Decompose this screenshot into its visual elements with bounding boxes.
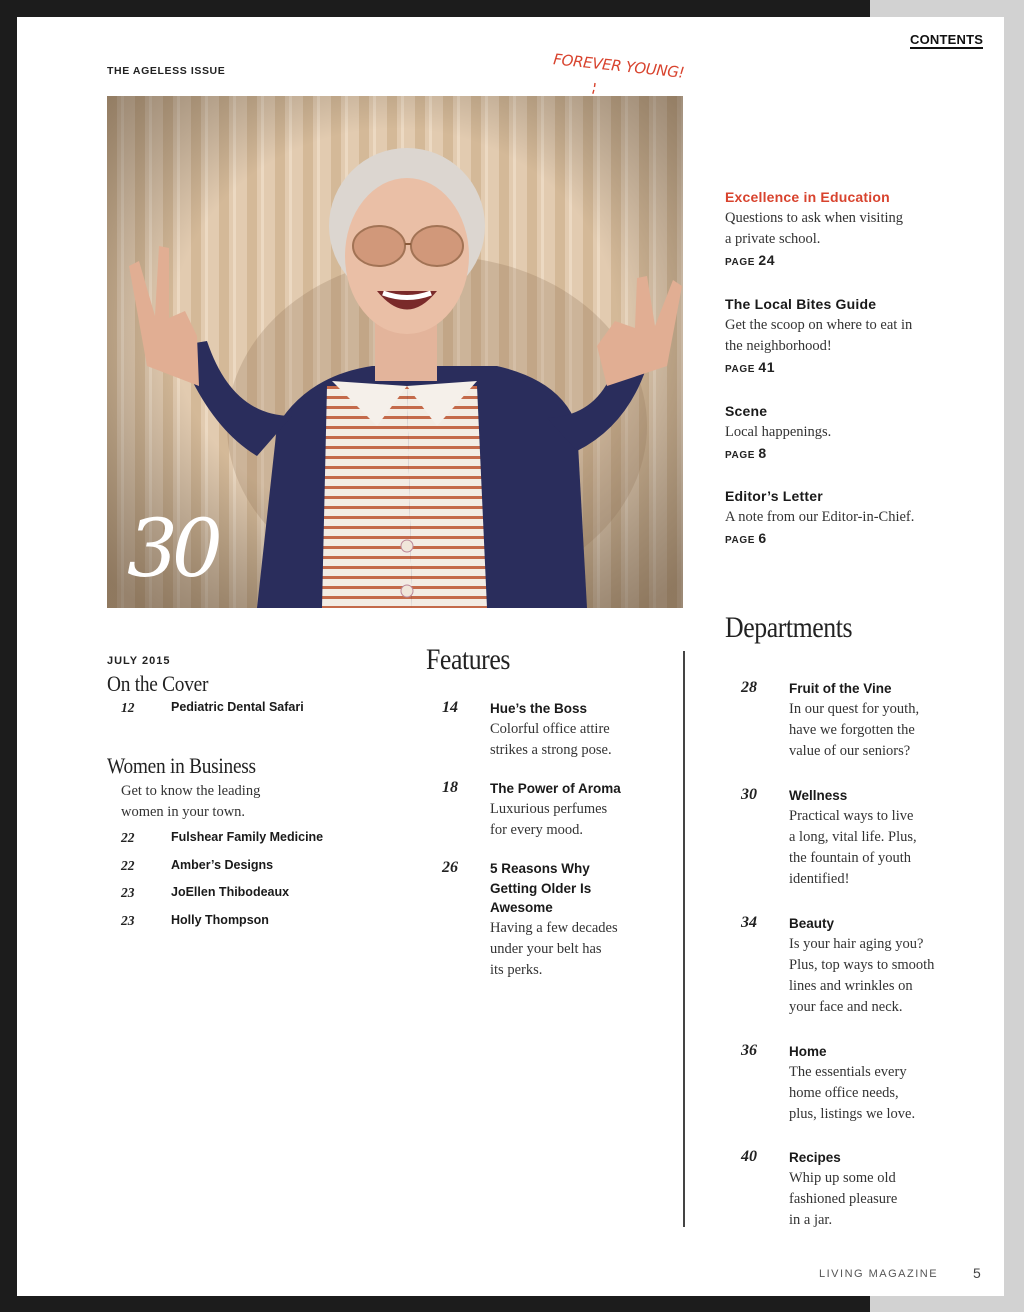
item-desc: In our quest for youth, — [789, 700, 920, 717]
item-title: Awesome — [490, 900, 553, 915]
page-prefix: PAGE — [725, 535, 755, 546]
item-title: Wellness — [789, 788, 848, 803]
highlight-editors-letter[interactable] — [725, 488, 965, 546]
wib-desc: Get to know the leading — [121, 783, 261, 799]
department-item[interactable] — [725, 679, 965, 762]
highlight-desc: the neighborhood! — [725, 338, 832, 354]
item-desc: for every mood. — [490, 821, 584, 838]
wib-item[interactable] — [107, 885, 407, 905]
item-desc: home office needs, — [789, 1084, 899, 1101]
item-desc: fashioned pleasure — [789, 1190, 898, 1207]
item-page-number: 36 — [741, 1042, 757, 1059]
page-number: 8 — [758, 445, 767, 461]
highlight-page — [725, 530, 965, 546]
page-number: 41 — [758, 359, 776, 375]
item-desc: have we forgotten the — [789, 721, 915, 738]
item-title: Recipes — [789, 1150, 841, 1165]
item-desc: under your belt has — [490, 940, 602, 957]
item-page-number: 34 — [741, 914, 757, 931]
item-title: Holly Thompson — [171, 913, 269, 927]
page-prefix: PAGE — [725, 257, 755, 268]
wib-item[interactable] — [107, 830, 407, 850]
item-title: Fulshear Family Medicine — [171, 830, 324, 844]
highlight-title: The Local Bites Guide — [725, 296, 877, 312]
departments-heading: Departments — [725, 611, 853, 644]
item-page-number: 30 — [741, 786, 757, 803]
item-page-number: 14 — [442, 699, 458, 716]
highlight-desc: a private school. — [725, 231, 821, 247]
item-title: Getting Older Is — [490, 880, 592, 896]
department-item[interactable] — [725, 1148, 965, 1231]
highlight-page — [725, 252, 965, 268]
item-desc: lines and wrinkles on — [789, 977, 913, 994]
women-in-business-heading: Women in Business — [107, 753, 256, 778]
item-desc: its perks. — [490, 961, 543, 978]
wib-item[interactable] — [107, 858, 407, 878]
item-desc: the fountain of youth — [789, 849, 912, 866]
cover-photo — [107, 96, 683, 608]
highlight-page — [725, 445, 965, 461]
item-title: Fruit of the Vine — [789, 681, 892, 696]
issue-date: JULY 2015 — [107, 655, 171, 667]
item-title: JoEllen Thibodeaux — [171, 885, 290, 899]
item-page-number: 28 — [741, 679, 757, 696]
footer-magazine-name: LIVING MAGAZINE — [819, 1268, 939, 1280]
item-desc: The essentials every — [789, 1063, 907, 1080]
item-title: Beauty — [789, 916, 835, 931]
item-desc: value of our seniors? — [789, 742, 911, 759]
highlight-title: Editor’s Letter — [725, 488, 823, 504]
wib-desc: women in your town. — [121, 804, 246, 820]
features-heading: Features — [426, 643, 510, 676]
item-page-number: 26 — [442, 859, 458, 876]
highlight-desc: Questions to ask when visiting — [725, 210, 904, 226]
feature-item[interactable] — [426, 699, 666, 761]
highlight-local-bites[interactable] — [725, 296, 965, 375]
department-item[interactable] — [725, 786, 965, 890]
department-item[interactable] — [725, 1042, 965, 1125]
item-title: Amber’s Designs — [171, 858, 274, 872]
item-desc: strikes a strong pose. — [490, 741, 612, 758]
feature-item[interactable] — [426, 779, 666, 841]
item-page-number: 23 — [121, 885, 135, 900]
on-the-cover-heading: On the Cover — [107, 671, 209, 696]
highlight-desc: Get the scoop on where to eat in — [725, 317, 913, 333]
item-desc: your face and neck. — [789, 998, 903, 1015]
page-number: 6 — [758, 530, 767, 546]
page-prefix: PAGE — [725, 450, 755, 461]
magazine-page — [17, 17, 1004, 1296]
item-desc: Whip up some old — [789, 1169, 896, 1186]
item-desc: in a jar. — [789, 1211, 833, 1228]
highlight-excellence[interactable] — [725, 189, 965, 268]
item-title: Hue’s the Boss — [490, 701, 588, 716]
highlight-scene[interactable] — [725, 403, 965, 461]
wib-item[interactable] — [107, 913, 407, 933]
item-desc: Colorful office attire — [490, 720, 610, 737]
footer-page-number: 5 — [973, 1265, 981, 1281]
item-page-number: 22 — [121, 830, 135, 845]
item-page-number: 40 — [741, 1148, 757, 1165]
highlight-title: Excellence in Education — [725, 189, 890, 205]
feature-item[interactable] — [426, 859, 666, 981]
item-page-number: 12 — [121, 700, 135, 715]
item-desc: Having a few decades — [490, 919, 618, 936]
item-page-number: 22 — [121, 858, 135, 873]
item-desc: plus, listings we love. — [789, 1105, 916, 1122]
item-title: Pediatric Dental Safari — [171, 700, 304, 714]
item-page-number: 18 — [442, 779, 458, 796]
page-number: 24 — [758, 252, 776, 268]
forever-young-annotation: FOREVER YOUNG! — [552, 50, 686, 82]
item-title: Home — [789, 1044, 827, 1059]
item-desc: identified! — [789, 870, 850, 887]
cover-page-number: 30 — [127, 502, 217, 595]
department-item[interactable] — [725, 914, 965, 1018]
item-desc: Practical ways to live — [789, 807, 914, 824]
page-prefix: PAGE — [725, 364, 755, 375]
issue-label: THE AGELESS ISSUE — [107, 65, 226, 77]
contents-label: CONTENTS — [910, 32, 984, 47]
column-divider — [683, 651, 685, 1227]
highlight-page — [725, 359, 965, 375]
item-title: The Power of Aroma — [490, 781, 621, 796]
item-page-number: 23 — [121, 913, 135, 928]
item-desc: Plus, top ways to smooth — [789, 956, 935, 973]
item-title: 5 Reasons Why — [490, 861, 590, 876]
highlight-desc: A note from our Editor-in-Chief. — [725, 509, 915, 525]
item-desc: Luxurious perfumes — [490, 800, 608, 817]
highlight-desc: Local happenings. — [725, 424, 832, 440]
item-desc: Is your hair aging you? — [789, 935, 924, 952]
item-desc: a long, vital life. Plus, — [789, 828, 917, 845]
highlight-title: Scene — [725, 403, 768, 419]
